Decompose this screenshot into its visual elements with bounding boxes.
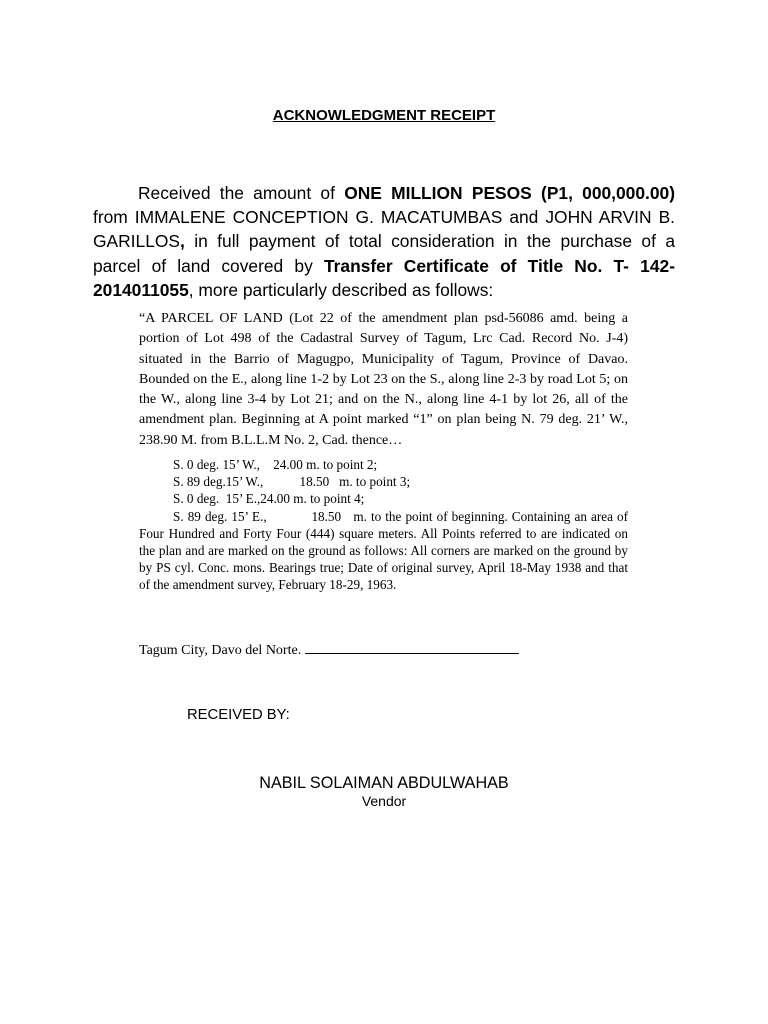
bearing-line: S. 89 deg.15’ W., 18.50 m. to point 3; <box>173 474 411 490</box>
signature-block <box>0 773 768 809</box>
date-blank-line <box>305 639 519 654</box>
amount-text: ONE MILLION PESOS (P1, 000,000.00) <box>344 183 675 203</box>
title-number-text: Transfer Certificate of Title No. T- 142-2014011055 <box>93 255 675 300</box>
bearings-block <box>139 456 628 594</box>
bearing-line: S. 0 deg. 15’ W., 24.00 m. to point 2; <box>173 457 378 472</box>
received-by-label: RECEIVED BY: <box>187 707 290 723</box>
intro-text-3: in full payment of total consideration in the purchase of a parcel of land covered by <box>93 231 675 276</box>
document-title: ACKNOWLEDGMENT RECEIPT <box>272 107 496 124</box>
bearing-line: S. 0 deg. 15’ E.,24.00 m. to point 4; <box>173 491 365 507</box>
intro-text-4: , more particularly described as follows: <box>188 279 494 300</box>
land-description: “A PARCEL OF LAND (Lot 22 of the amendment plan psd-56086 amd. being a portion of Lot 498 of the Cadastral Survey of Tagum, Lrc Cad. Record No. J-4) situated in the Barrio of Magugpo, Municipality of Tagum, Province of Davao. Bounded on the E., along line 1-2 by Lot 23 on the S., along line 2-3 by road Lot 5; on the W., along line 3-4 by Lot 21; and on the N., along line 4-1 by lot 26, all of the amendment plan. Beginning at A point marked “1” on plan being N. 79 deg. 21’ W., 238.90 M. from B.L.L.M No. 2, Cad. thence… <box>139 311 628 448</box>
place-text: Tagum City, Davo del Norte. <box>139 643 302 658</box>
intro-paragraph <box>93 181 675 302</box>
signatory-role: Vendor <box>361 793 407 809</box>
intro-text-2: from IMMALENE CONCEPTION G. MACATUMBAS and JOHN ARVIN B. GARILLOS <box>93 207 675 252</box>
last-bearing-line: S. 89 deg. 15’ E., 18.50 m. to the point of beginning. <box>173 508 508 524</box>
signatory-name: NABIL SOLAIMAN ABDULWAHAB <box>259 774 509 792</box>
place-line <box>139 639 519 659</box>
closing-paragraph <box>139 508 628 594</box>
intro-text-1: Received the amount of <box>138 183 345 203</box>
intro-comma: , <box>180 231 185 252</box>
closing-text: Containing an area of Four Hundred and Forty Four (444) square meters. All Points referred to are indicated on the plan and are marked on the ground as follows: All corners are marked on the ground by by PS cyl. Conc. mons. Bearings true; Date of original survey, April 18-May 1938 and that of the amendment survey, February 18-29, 1963. <box>139 508 628 593</box>
